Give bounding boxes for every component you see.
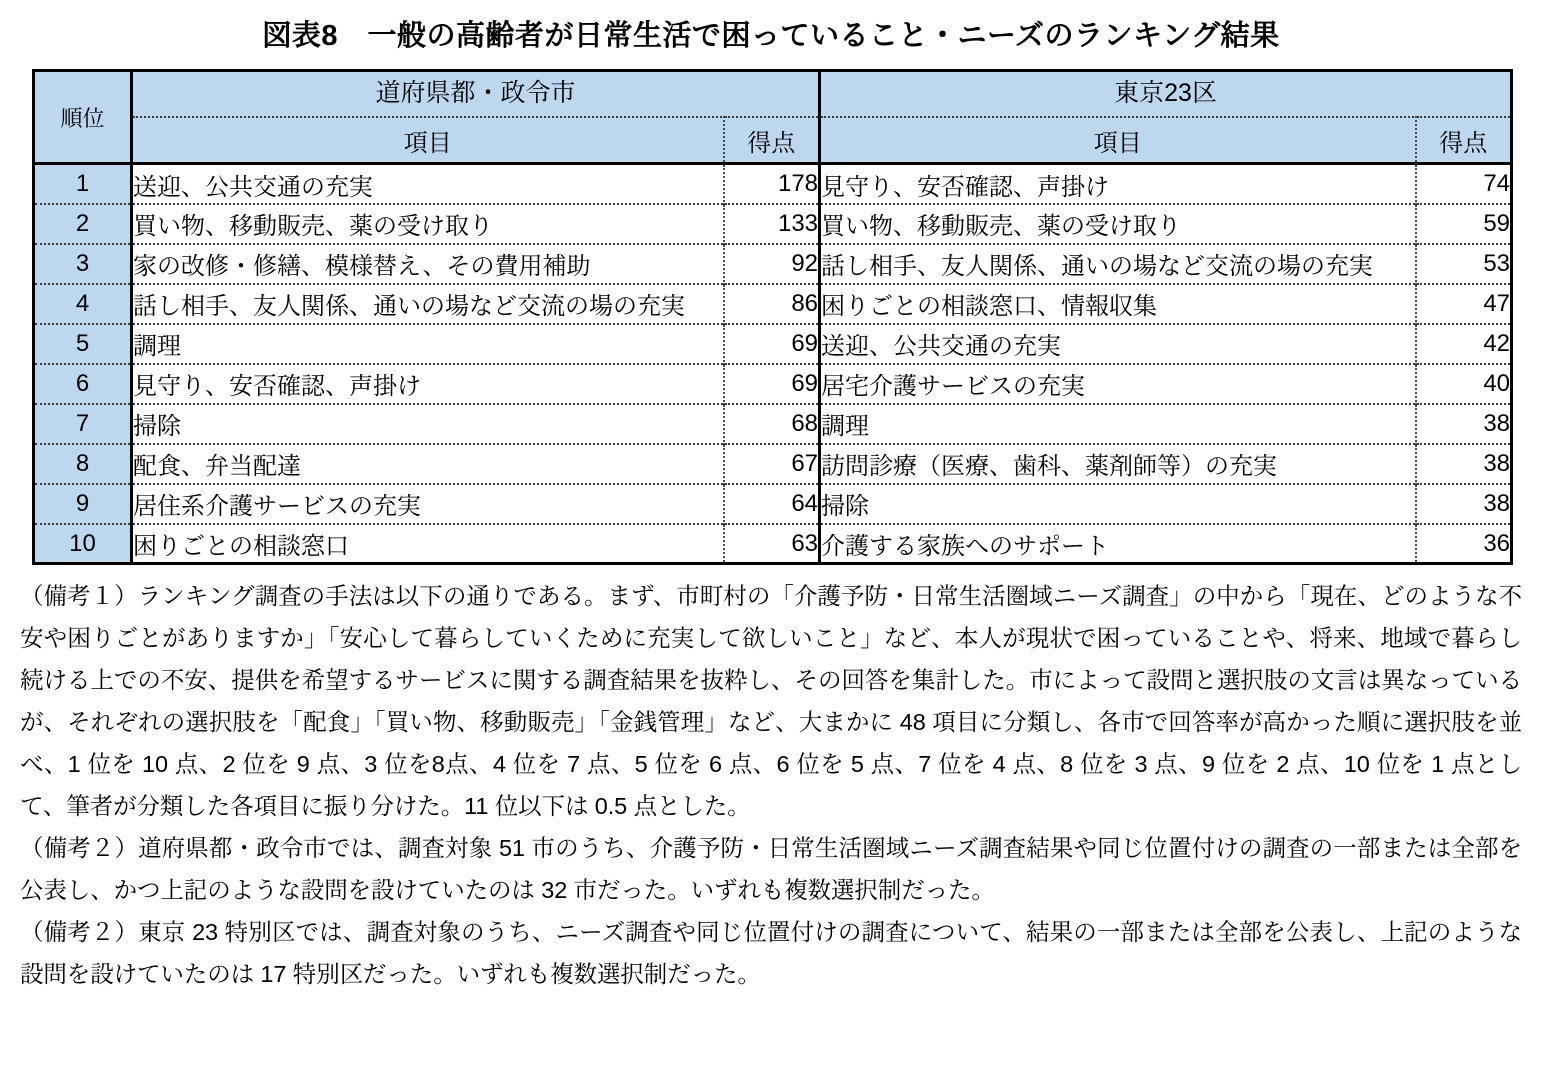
score-cell-left: 68 <box>724 404 820 444</box>
table-row <box>34 244 1512 284</box>
note-3: （備考２）東京 23 特別区では、調査対象のうち、ニーズ調査や同じ位置付けの調査について、結果の一部または全部を公表し、上記のような設問を設けていたのは 17 特別区だった。いずれも複数選択制だった。 <box>20 919 1522 988</box>
item-cell-left: 困りごとの相談窓口 <box>132 524 724 564</box>
rank-cell: 7 <box>34 404 132 444</box>
score-cell-left: 67 <box>724 444 820 484</box>
table-container <box>0 69 1542 565</box>
note-1: （備考１）ランキング調査の手法は以下の通りである。まず、市町村の「介護予防・日常生活圏域ニーズ調査」の中から「現在、どのような不安や困りごとがありますか」「安心して暮らしていくために充実して欲しいこと」など、本人が現状で困っていることや、将来、地域で暮らし続ける上での不安、提供を希望するサービスに関する調査結果を抜粋し、その回答を集計した。市によって設問と選択肢の文言は異なっているが、それぞれの選択肢を「配食」「買い物、移動販売」「金銭管理」など、大まかに 48 項目に分類し、各市で回答率が高かった順に選択肢を並べ、1 位を 10 点、2 位を 9 点、3 位を8点、4 位を 7 点、5 位を 6 点、6 位を 5 点、7 位を 4 点、8 位を 3 点、9 位を 2 点、10 位を 1 点として、筆者が分類した各項目に振り分けた。11 位以下は 0.5 点とした。 <box>20 583 1522 820</box>
note-2: （備考２）道府県都・政令市では、調査対象 51 市のうち、介護予防・日常生活圏域ニーズ調査結果や同じ位置付けの調査の一部または全部を公表し、かつ上記のような設問を設けていたのは 32 市だった。いずれも複数選択制だった。 <box>20 835 1522 904</box>
rank-cell: 6 <box>34 364 132 404</box>
figure-title: 図表8 一般の高齢者が日常生活で困っていること・ニーズのランキング結果 <box>262 20 1280 52</box>
score-cell-right: 38 <box>1416 404 1512 444</box>
header-group-prefectural-cities: 道府県都・政令市 <box>132 71 820 117</box>
ranking-table <box>32 69 1513 565</box>
score-cell-right: 47 <box>1416 284 1512 324</box>
item-cell-right: 介護する家族へのサポート <box>820 524 1416 564</box>
rank-cell: 4 <box>34 284 132 324</box>
table-body <box>34 164 1512 564</box>
table-row <box>34 284 1512 324</box>
score-cell-left: 64 <box>724 484 820 524</box>
header-score-right: 得点 <box>1416 117 1512 164</box>
table-row <box>34 324 1512 364</box>
item-cell-left: 配食、弁当配達 <box>132 444 724 484</box>
score-cell-right: 40 <box>1416 364 1512 404</box>
item-cell-left: 居住系介護サービスの充実 <box>132 484 724 524</box>
notes-section <box>0 565 1542 995</box>
score-cell-left: 63 <box>724 524 820 564</box>
item-cell-left: 話し相手、友人関係、通いの場など交流の場の充実 <box>132 284 724 324</box>
item-cell-left: 送迎、公共交通の充実 <box>132 164 724 204</box>
score-cell-right: 42 <box>1416 324 1512 364</box>
rank-cell: 8 <box>34 444 132 484</box>
header-score-left: 得点 <box>724 117 820 164</box>
score-cell-left: 69 <box>724 364 820 404</box>
rank-cell: 10 <box>34 524 132 564</box>
rank-cell: 3 <box>34 244 132 284</box>
header-item-right: 項目 <box>820 117 1416 164</box>
score-cell-right: 59 <box>1416 204 1512 244</box>
header-group-tokyo23: 東京23区 <box>820 71 1512 117</box>
score-cell-left: 92 <box>724 244 820 284</box>
item-cell-right: 調理 <box>820 404 1416 444</box>
score-cell-right: 38 <box>1416 444 1512 484</box>
table-row <box>34 364 1512 404</box>
item-cell-left: 家の改修・修繕、模様替え、その費用補助 <box>132 244 724 284</box>
item-cell-right: 送迎、公共交通の充実 <box>820 324 1416 364</box>
item-cell-left: 見守り、安否確認、声掛け <box>132 364 724 404</box>
header-item-left: 項目 <box>132 117 724 164</box>
item-cell-right: 訪問診療（医療、歯科、薬剤師等）の充実 <box>820 444 1416 484</box>
table-row <box>34 404 1512 444</box>
table-head <box>34 71 1512 164</box>
item-cell-right: 掃除 <box>820 484 1416 524</box>
score-cell-left: 69 <box>724 324 820 364</box>
table-row <box>34 204 1512 244</box>
score-cell-left: 133 <box>724 204 820 244</box>
score-cell-right: 53 <box>1416 244 1512 284</box>
table-row <box>34 164 1512 204</box>
score-cell-right: 74 <box>1416 164 1512 204</box>
item-cell-left: 調理 <box>132 324 724 364</box>
score-cell-right: 36 <box>1416 524 1512 564</box>
item-cell-right: 買い物、移動販売、薬の受け取り <box>820 204 1416 244</box>
header-group-row <box>34 71 1512 117</box>
table-row <box>34 484 1512 524</box>
rank-cell: 1 <box>34 164 132 204</box>
item-cell-left: 掃除 <box>132 404 724 444</box>
item-cell-right: 見守り、安否確認、声掛け <box>820 164 1416 204</box>
header-sub-row <box>34 117 1512 164</box>
table-row <box>34 444 1512 484</box>
score-cell-left: 86 <box>724 284 820 324</box>
item-cell-right: 困りごとの相談窓口、情報収集 <box>820 284 1416 324</box>
item-cell-left: 買い物、移動販売、薬の受け取り <box>132 204 724 244</box>
item-cell-right: 話し相手、友人関係、通いの場など交流の場の充実 <box>820 244 1416 284</box>
score-cell-right: 38 <box>1416 484 1512 524</box>
item-cell-right: 居宅介護サービスの充実 <box>820 364 1416 404</box>
rank-cell: 5 <box>34 324 132 364</box>
score-cell-left: 178 <box>724 164 820 204</box>
table-row <box>34 524 1512 564</box>
rank-cell: 9 <box>34 484 132 524</box>
rank-cell: 2 <box>34 204 132 244</box>
header-rank: 順位 <box>34 71 132 164</box>
